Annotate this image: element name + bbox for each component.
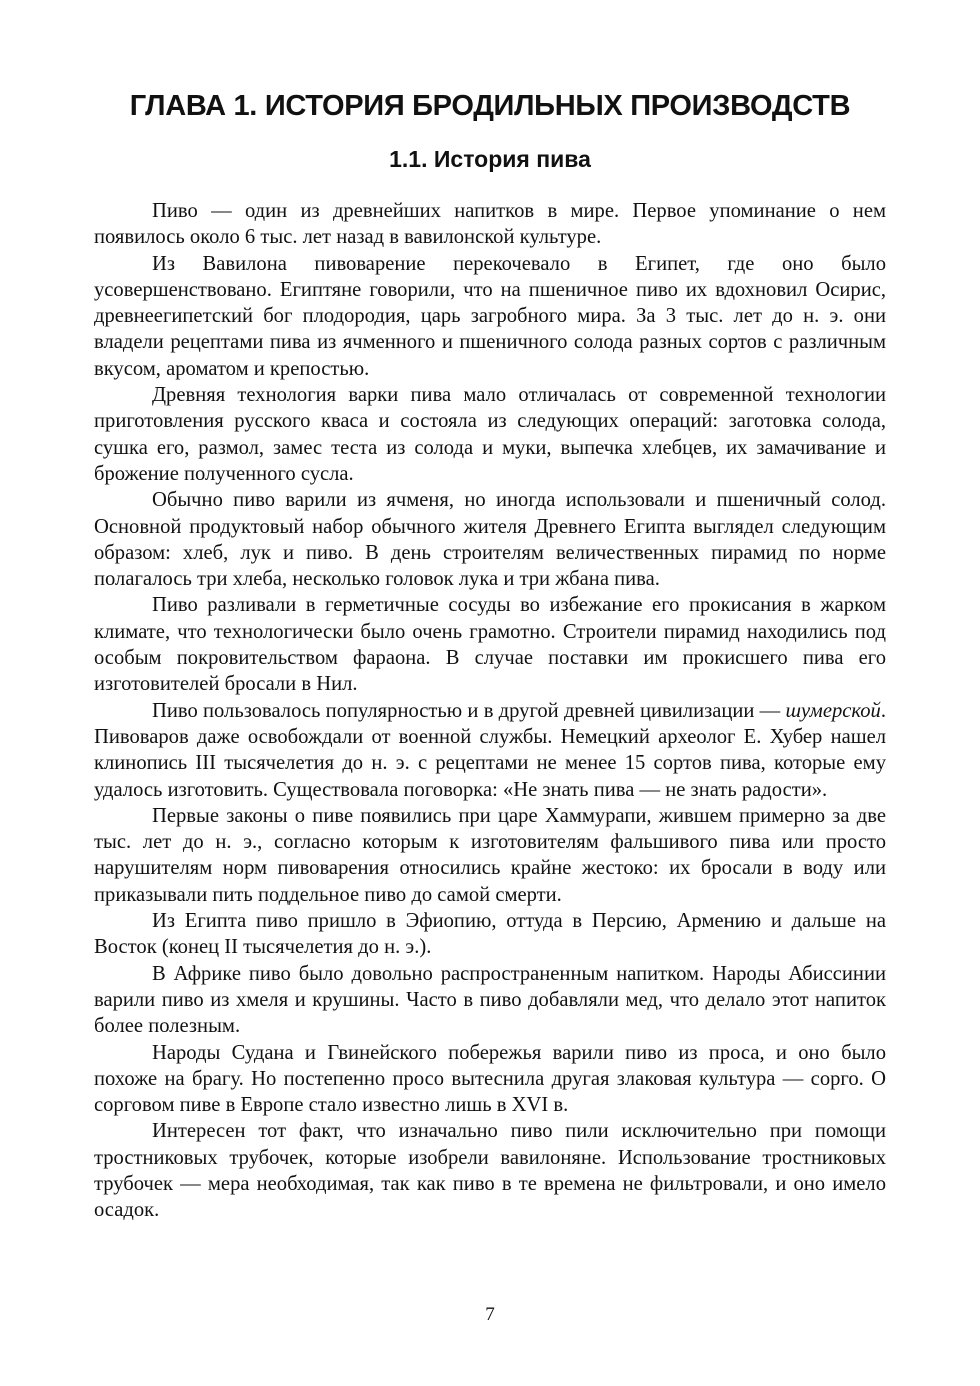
paragraph-text: Пиво пользовалось популярностью и в другой древней цивилизации — <box>152 699 786 722</box>
paragraph: Древняя технология варки пива мало отличалась от современной технологии приготовления русского кваса и состояла из следующих операций: заготовка солода, сушка его, размол, замес теста из солода и муки, выпечка хлебцев, их замачивание и брожение полученного сусла. <box>94 384 886 485</box>
page-number: 7 <box>485 1304 495 1325</box>
paragraph: Первые законы о пиве появились при царе Хаммурапи, жившем примерно за две тыс. лет до н. э., согласно которым к изготовителям фальшивого пива или просто нарушителям норм пивоварения относились крайне жестоко: их бросали в воду или приказывали пить поддельное пиво до самой смерти. <box>94 804 886 906</box>
section-title: 1.1. История пива <box>389 146 591 172</box>
paragraph: Обычно пиво варили из ячменя, но иногда использовали и пшеничный солод. Основной продуктовый набор обычного жителя Древнего Египта выглядел следующим образом: хлеб, лук и пиво. В день строителям величественных пирамид по норме полагалось три хлеба, несколько головок лука и три жбана пива. <box>94 489 886 591</box>
paragraph: Пиво — один из древнейших напитков в мире. Первое упоминание о нем появилось около 6 тыс. лет назад в вавилонской культуре. <box>94 200 886 249</box>
paragraph <box>94 698 886 803</box>
paragraph: Народы Судана и Гвинейского побережья варили пиво из проса, и оно было похоже на брагу. Но постепенно просо вытеснила другая злаковая культура — сорго. О сорговом пиве в Европе стало известно лишь в XVI в. <box>94 1041 886 1117</box>
paragraph: Интересен тот факт, что изначально пиво пили исключительно при помощи тростниковых трубочек, которые изобрели вавилоняне. Использование тростниковых трубочек — мера необходимая, так как пиво в те времена не фильтровали, и оно имело осадок. <box>94 1120 886 1222</box>
paragraph: Из Вавилона пивоварение перекочевало в Египет, где оно было усовершенствовано. Египтяне говорили, что на пшеничное пиво их вдохновил Осирис, древнеегипетский бог плодородия, царь загробного мира. За 3 тыс. лет до н. э. они владели рецептами пива из ячменного и пшеничного солода разных сортов с различным вкусом, ароматом и крепостью. <box>94 252 886 380</box>
paragraph: В Африке пиво было довольно распространенным напитком. Народы Абиссинии варили пиво из хмеля и крушины. Часто в пиво добавляли мед, что делало этот напиток более полезным. <box>94 962 886 1038</box>
chapter-title: ГЛАВА 1. ИСТОРИЯ БРОДИЛЬНЫХ ПРОИЗВОДСТВ <box>129 90 851 122</box>
paragraph: Пиво разливали в герметичные сосуды во избежание его прокисания в жарком климате, что технологически было очень грамотно. Строители пирамид находились под особым покровительством фараона. В случае поставки им прокисшего пива его изготовителей бросали в Нил. <box>94 594 886 696</box>
italic-term: шумерской <box>785 699 881 722</box>
body-text <box>94 198 886 1224</box>
paragraph-text: . Пивоваров даже освобождали от военной службы. Немецкий археолог Е. Хубер нашел клинопись III тысячелетия до н. э. с рецептами не менее 15 сортов пива, которые ему удалось изготовить. Существовала поговорка: «Не знать пива — не знать радости». <box>94 699 886 801</box>
paragraph: Из Египта пиво пришло в Эфиопию, оттуда в Персию, Армению и дальше на Восток (конец II тысячелетия до н. э.). <box>94 910 886 959</box>
